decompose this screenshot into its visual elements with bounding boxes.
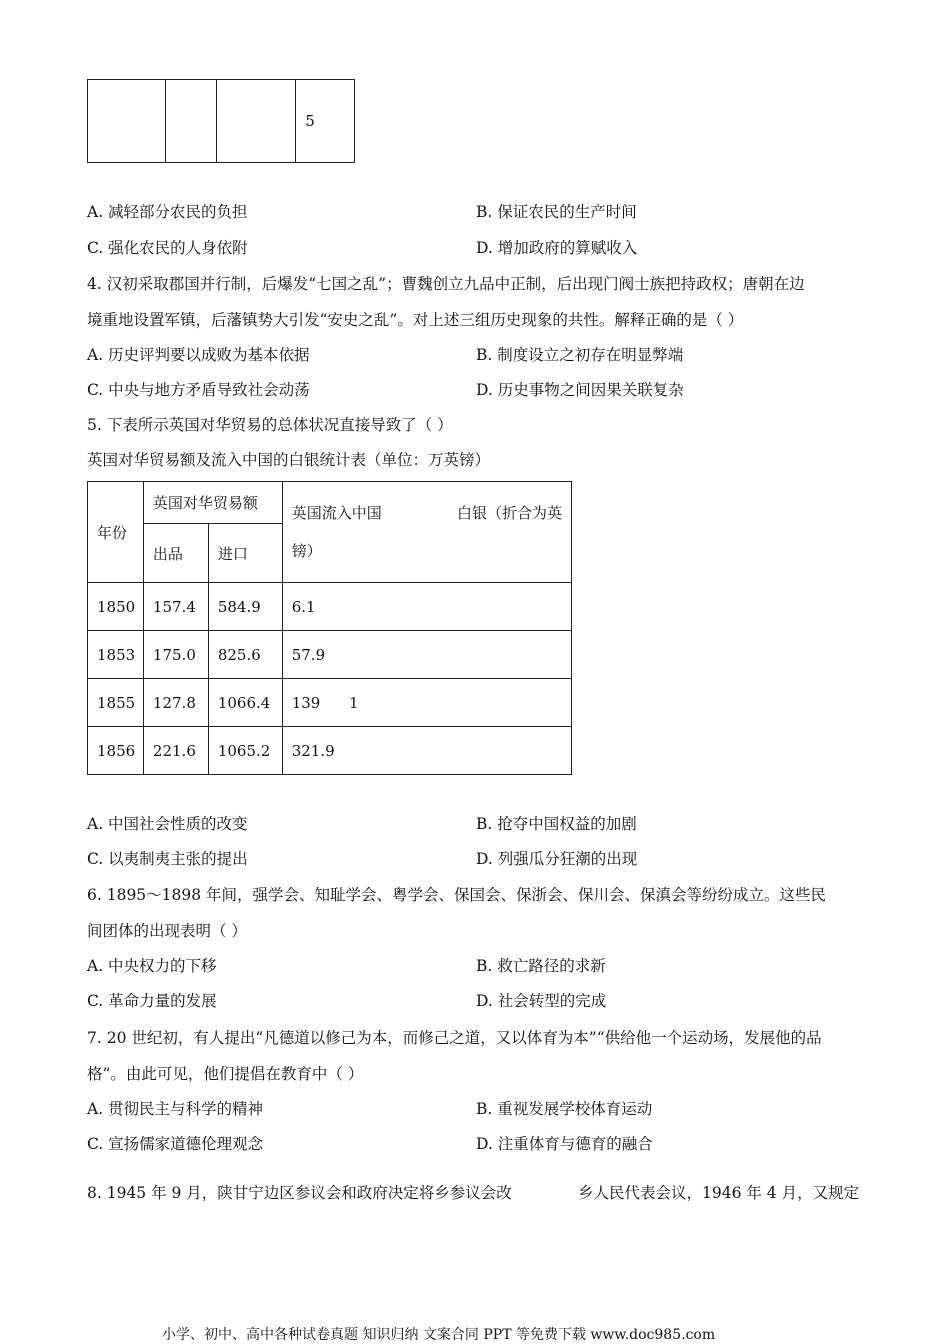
- top-table-cell: [88, 80, 166, 163]
- top-table-cell: [216, 80, 295, 163]
- q5-table-caption: 英国对华贸易额及流入中国的白银统计表（单位：万英镑）: [87, 451, 491, 469]
- top-table-cell: [166, 80, 216, 163]
- cell-import: 1066.4: [208, 679, 282, 727]
- q5-option-c: C. 以夷制夷主张的提出: [87, 850, 248, 868]
- cell-import: 584.9: [208, 583, 282, 631]
- q7-option-c: C. 宣扬儒家道德伦理观念: [87, 1135, 264, 1153]
- q7-option-d: D. 注重体育与德育的融合: [476, 1135, 653, 1153]
- top-table-value: 5: [305, 112, 315, 130]
- q6-option-a: A. 中央权力的下移: [87, 957, 217, 975]
- q6-option-b: B. 救亡路径的求新: [476, 957, 606, 975]
- cell-export: 157.4: [143, 583, 208, 631]
- cell-year: 1853: [88, 631, 144, 679]
- cell-silver: 139 1: [282, 679, 571, 727]
- table-row: [88, 631, 572, 679]
- top-table: [87, 79, 355, 163]
- silver-trade-table: [87, 481, 572, 775]
- q4-stem-line1: 4. 汉初采取郡国并行制，后爆发“七国之乱”；曹魏创立九品中正制，后出现门阀士族把持政权；唐朝在边: [87, 275, 805, 293]
- q5-option-b: B. 抢夺中国权益的加剧: [476, 815, 637, 833]
- cell-year: 1850: [88, 583, 144, 631]
- q7-option-a: A. 贯彻民主与科学的精神: [87, 1100, 264, 1118]
- q3-option-a: A. 减轻部分农民的负担: [87, 203, 248, 221]
- q7-option-b: B. 重视发展学校体育运动: [476, 1100, 653, 1118]
- q6-option-c: C. 革命力量的发展: [87, 992, 217, 1010]
- cell-export: 175.0: [143, 631, 208, 679]
- table-row: [88, 583, 572, 631]
- q4-option-b: B. 制度设立之初存在明显弊端: [476, 346, 684, 364]
- cell-year: 1856: [88, 727, 144, 775]
- cell-silver: 6.1: [282, 583, 571, 631]
- q5-option-a: A. 中国社会性质的改变: [87, 815, 248, 833]
- cell-import: 1065.2: [208, 727, 282, 775]
- q3-option-b: B. 保证农民的生产时间: [476, 203, 637, 221]
- q5-stem: 5. 下表所示英国对华贸易的总体状况直接导致了（ ）: [87, 416, 453, 434]
- q4-option-c: C. 中央与地方矛盾导致社会动荡: [87, 381, 310, 399]
- q5-option-d: D. 列强瓜分狂潮的出现: [476, 850, 638, 868]
- header-year: 年份: [88, 482, 144, 583]
- q4-option-a: A. 历史评判要以成败为基本依据: [87, 346, 310, 364]
- header-silver: 英国流入中国 白银（折合为英 镑）: [282, 482, 571, 583]
- top-table-cell: [296, 80, 355, 163]
- q6-option-d: D. 社会转型的完成: [476, 992, 607, 1010]
- page-footer: 小学、初中、高中各种试卷真题 知识归纳 文案合同 PPT 等免费下载 www.doc985.com: [162, 1327, 716, 1343]
- cell-silver: 321.9: [282, 727, 571, 775]
- header-trade: 英国对华贸易额: [143, 482, 282, 524]
- q4-stem-line2: 境重地设置军镇，后藩镇势大引发“安史之乱”。对上述三组历史现象的共性。解释正确的是（ ）: [87, 311, 744, 329]
- header-import: 进口: [208, 524, 282, 583]
- table-row: [88, 679, 572, 727]
- q6-stem-line1: 6. 1895～1898 年间，强学会、知耻学会、粤学会、保国会、保浙会、保川会、保滇会等纷纷成立。这些民: [87, 886, 827, 904]
- q4-option-d: D. 历史事物之间因果关联复杂: [476, 381, 684, 399]
- header-export: 出品: [143, 524, 208, 583]
- table-row: [88, 727, 572, 775]
- q6-stem-line2: 间团体的出现表明（ ）: [87, 922, 247, 940]
- q3-option-c: C. 强化农民的人身依附: [87, 239, 248, 257]
- cell-silver: 57.9: [282, 631, 571, 679]
- q3-option-d: D. 增加政府的算赋收入: [476, 239, 638, 257]
- cell-import: 825.6: [208, 631, 282, 679]
- cell-export: 127.8: [143, 679, 208, 727]
- q7-stem-line2: 格”。由此可见，他们提倡在教育中（ ）: [87, 1065, 364, 1083]
- cell-export: 221.6: [143, 727, 208, 775]
- q8-stem-part2: 乡人民代表会议，1946 年 4 月，又规定: [578, 1184, 860, 1202]
- q8-stem-part1: 8. 1945 年 9 月，陕甘宁边区参议会和政府决定将乡参议会改: [87, 1184, 512, 1202]
- cell-year: 1855: [88, 679, 144, 727]
- q7-stem-line1: 7. 20 世纪初，有人提出“凡德道以修己为本，而修己之道，又以体育为本”“供给他一个运动场，发展他的品: [87, 1029, 822, 1047]
